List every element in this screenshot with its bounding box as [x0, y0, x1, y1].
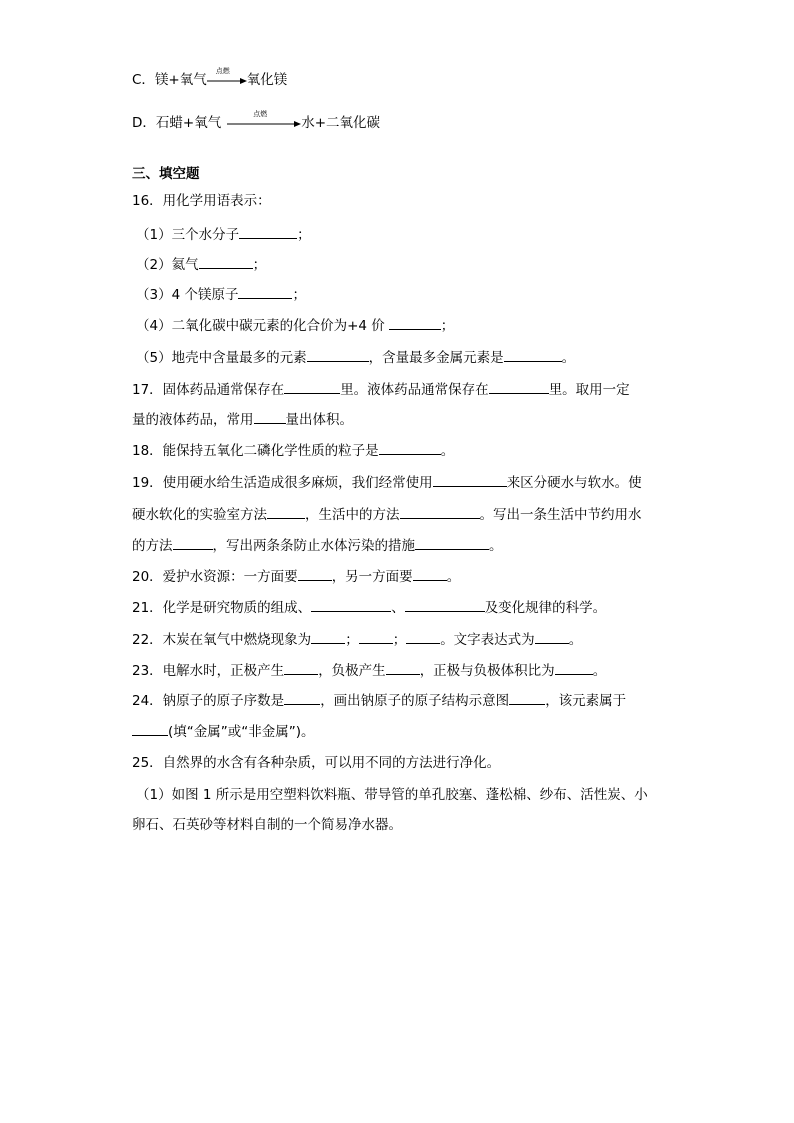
punct: 。: [446, 569, 461, 585]
q18-text: 18．能保持五氧化二磷化学性质的粒子是: [132, 443, 379, 459]
q19-text-b: 来区分硬水与软水。使: [506, 475, 642, 491]
q17-text: 17．固体药品通常保存在: [132, 382, 285, 398]
answer-blank[interactable]: [359, 629, 393, 644]
punct: ；: [292, 287, 306, 303]
answer-blank[interactable]: [504, 347, 562, 362]
q23-text-c: ，正极与负极体积比为: [419, 663, 555, 679]
answer-blank[interactable]: [254, 409, 286, 424]
answer-blank[interactable]: [284, 690, 320, 705]
answer-blank[interactable]: [389, 315, 441, 330]
punct: 。: [489, 538, 503, 554]
q21-text-c: 及变化规律的科学。: [484, 600, 607, 616]
option-c-reactants: 镁+氧气: [154, 72, 207, 88]
q16-stem: 16．用化学用语表示：: [132, 193, 271, 209]
q21-text-b: 、: [391, 600, 405, 616]
q20: [132, 566, 460, 587]
q19-line3: [132, 535, 503, 556]
q22-text: 22．木炭在氧气中燃烧现象为: [132, 632, 312, 648]
option-c-label: C．: [132, 72, 155, 88]
answer-blank[interactable]: [433, 472, 507, 487]
q19-text-g: ，写出两条条防止水体污染的措施: [212, 538, 415, 554]
q19-text-d: ，生活中的方法: [305, 507, 400, 523]
q17-line2: [132, 409, 353, 430]
q19-text-f: 的方法: [132, 538, 173, 554]
punct: 。: [440, 443, 455, 459]
answer-blank[interactable]: [132, 721, 168, 736]
q16-part1: [136, 224, 311, 245]
q17-text-c: 里。取用一定: [548, 382, 630, 398]
q19-text-e: 。写出一条生活中节约用水: [479, 507, 642, 523]
q16-part2-text: （2）氦气: [136, 257, 199, 273]
answer-blank[interactable]: [415, 535, 489, 550]
q21: [132, 597, 606, 618]
answer-blank[interactable]: [535, 629, 569, 644]
punct: 。: [568, 632, 583, 648]
answer-blank[interactable]: [555, 660, 593, 675]
option-c: [132, 67, 288, 90]
q18: [132, 440, 454, 461]
q16-part4-text: （4）二氧化碳中碳元素的化合价为+4 价: [136, 318, 385, 334]
answer-blank[interactable]: [298, 566, 332, 581]
q25-part1-line1: （1）如图 1 所示是用空塑料饮料瓶、带导管的单孔胶塞、蓬松棉、纱布、活性炭、小: [136, 787, 648, 803]
punct: 。: [561, 350, 576, 366]
answer-blank[interactable]: [379, 440, 441, 455]
reaction-arrow: [207, 67, 247, 88]
answer-blank[interactable]: [311, 629, 345, 644]
q19-line2: [132, 504, 642, 525]
q16-part3: [136, 284, 306, 305]
answer-blank[interactable]: [199, 254, 253, 269]
q21-text: 21．化学是研究物质的组成、: [132, 600, 312, 616]
punct: ；: [440, 318, 455, 334]
q24-text-b: ，画出钠原子的原子结构示意图: [320, 693, 510, 709]
q16-part3-text: （3）4 个镁原子: [136, 287, 239, 303]
q16-part5-text-b: ，含量最多金属元素是: [368, 350, 504, 366]
answer-blank[interactable]: [386, 660, 420, 675]
q24-line1: [132, 690, 626, 711]
q24-text-c: ，该元素属于: [545, 693, 627, 709]
option-d-reactants: 石蜡+氧气: [155, 115, 222, 131]
reaction-condition: 点燃: [215, 67, 230, 75]
answer-blank[interactable]: [284, 379, 340, 394]
answer-blank[interactable]: [405, 597, 485, 612]
punct: 。: [592, 663, 607, 679]
option-d: [132, 110, 381, 133]
answer-blank[interactable]: [239, 224, 297, 239]
answer-blank[interactable]: [509, 690, 545, 705]
q17-line1: [132, 379, 630, 400]
q16-part1-text: （1）三个水分子: [136, 227, 240, 243]
q23: [132, 660, 606, 681]
answer-blank[interactable]: [173, 535, 213, 550]
answer-blank[interactable]: [406, 629, 440, 644]
answer-blank[interactable]: [489, 379, 549, 394]
q17-text-b: 里。液体药品通常保存在: [340, 382, 489, 398]
q20-text-b: ，另一方面要: [331, 569, 413, 585]
reaction-arrow: [227, 110, 301, 131]
q16-part5: [136, 347, 575, 368]
q16-part2: [136, 254, 266, 275]
reaction-condition: 点燃: [253, 110, 268, 118]
answer-blank[interactable]: [311, 597, 391, 612]
punct: ；: [297, 227, 311, 243]
q25-part1-line2: 卵石、石英砂等材料自制的一个简易净水器。: [132, 817, 402, 833]
q24-text-d: (填“金属”或“非金属”)。: [168, 724, 315, 740]
q24-text: 24．钠原子的原子序数是: [132, 693, 285, 709]
q25-stem: 25．自然界的水含有各种杂质，可以用不同的方法进行净化。: [132, 755, 501, 771]
answer-blank[interactable]: [267, 504, 305, 519]
q23-text-b: ，负极产生: [318, 663, 386, 679]
punct: ；: [392, 632, 407, 648]
answer-blank[interactable]: [413, 566, 447, 581]
arrow-right-icon: [227, 120, 301, 128]
arrow-right-icon: [207, 77, 247, 85]
answer-blank[interactable]: [284, 660, 318, 675]
q19-line1: [132, 472, 642, 493]
q23-text: 23．电解水时，正极产生: [132, 663, 285, 679]
answer-blank[interactable]: [400, 504, 480, 519]
q22-text-d: 。文字表达式为: [440, 632, 535, 648]
q17-text-d: 量的液体药品，常用: [132, 412, 254, 428]
option-d-products: 水+二氧化碳: [301, 115, 381, 131]
q16-part5-text: （5）地壳中含量最多的元素: [136, 350, 307, 366]
punct: ；: [252, 257, 267, 273]
q20-text: 20．爱护水资源：一方面要: [132, 569, 298, 585]
q22: [132, 629, 582, 650]
punct: ；: [345, 632, 359, 648]
answer-blank[interactable]: [238, 284, 292, 299]
answer-blank[interactable]: [307, 347, 369, 362]
section-title: 三、填空题: [132, 166, 200, 182]
q19-text-c: 硬水软化的实验室方法: [132, 507, 267, 523]
q16-part4: [136, 315, 454, 336]
q19-text: 19．使用硬水给生活造成很多麻烦，我们经常使用: [132, 475, 433, 491]
q24-line2: [132, 721, 315, 742]
option-c-products: 氧化镁: [246, 72, 288, 88]
q17-text-e: 量出体积。: [285, 412, 353, 428]
option-d-label: D．: [132, 115, 156, 131]
